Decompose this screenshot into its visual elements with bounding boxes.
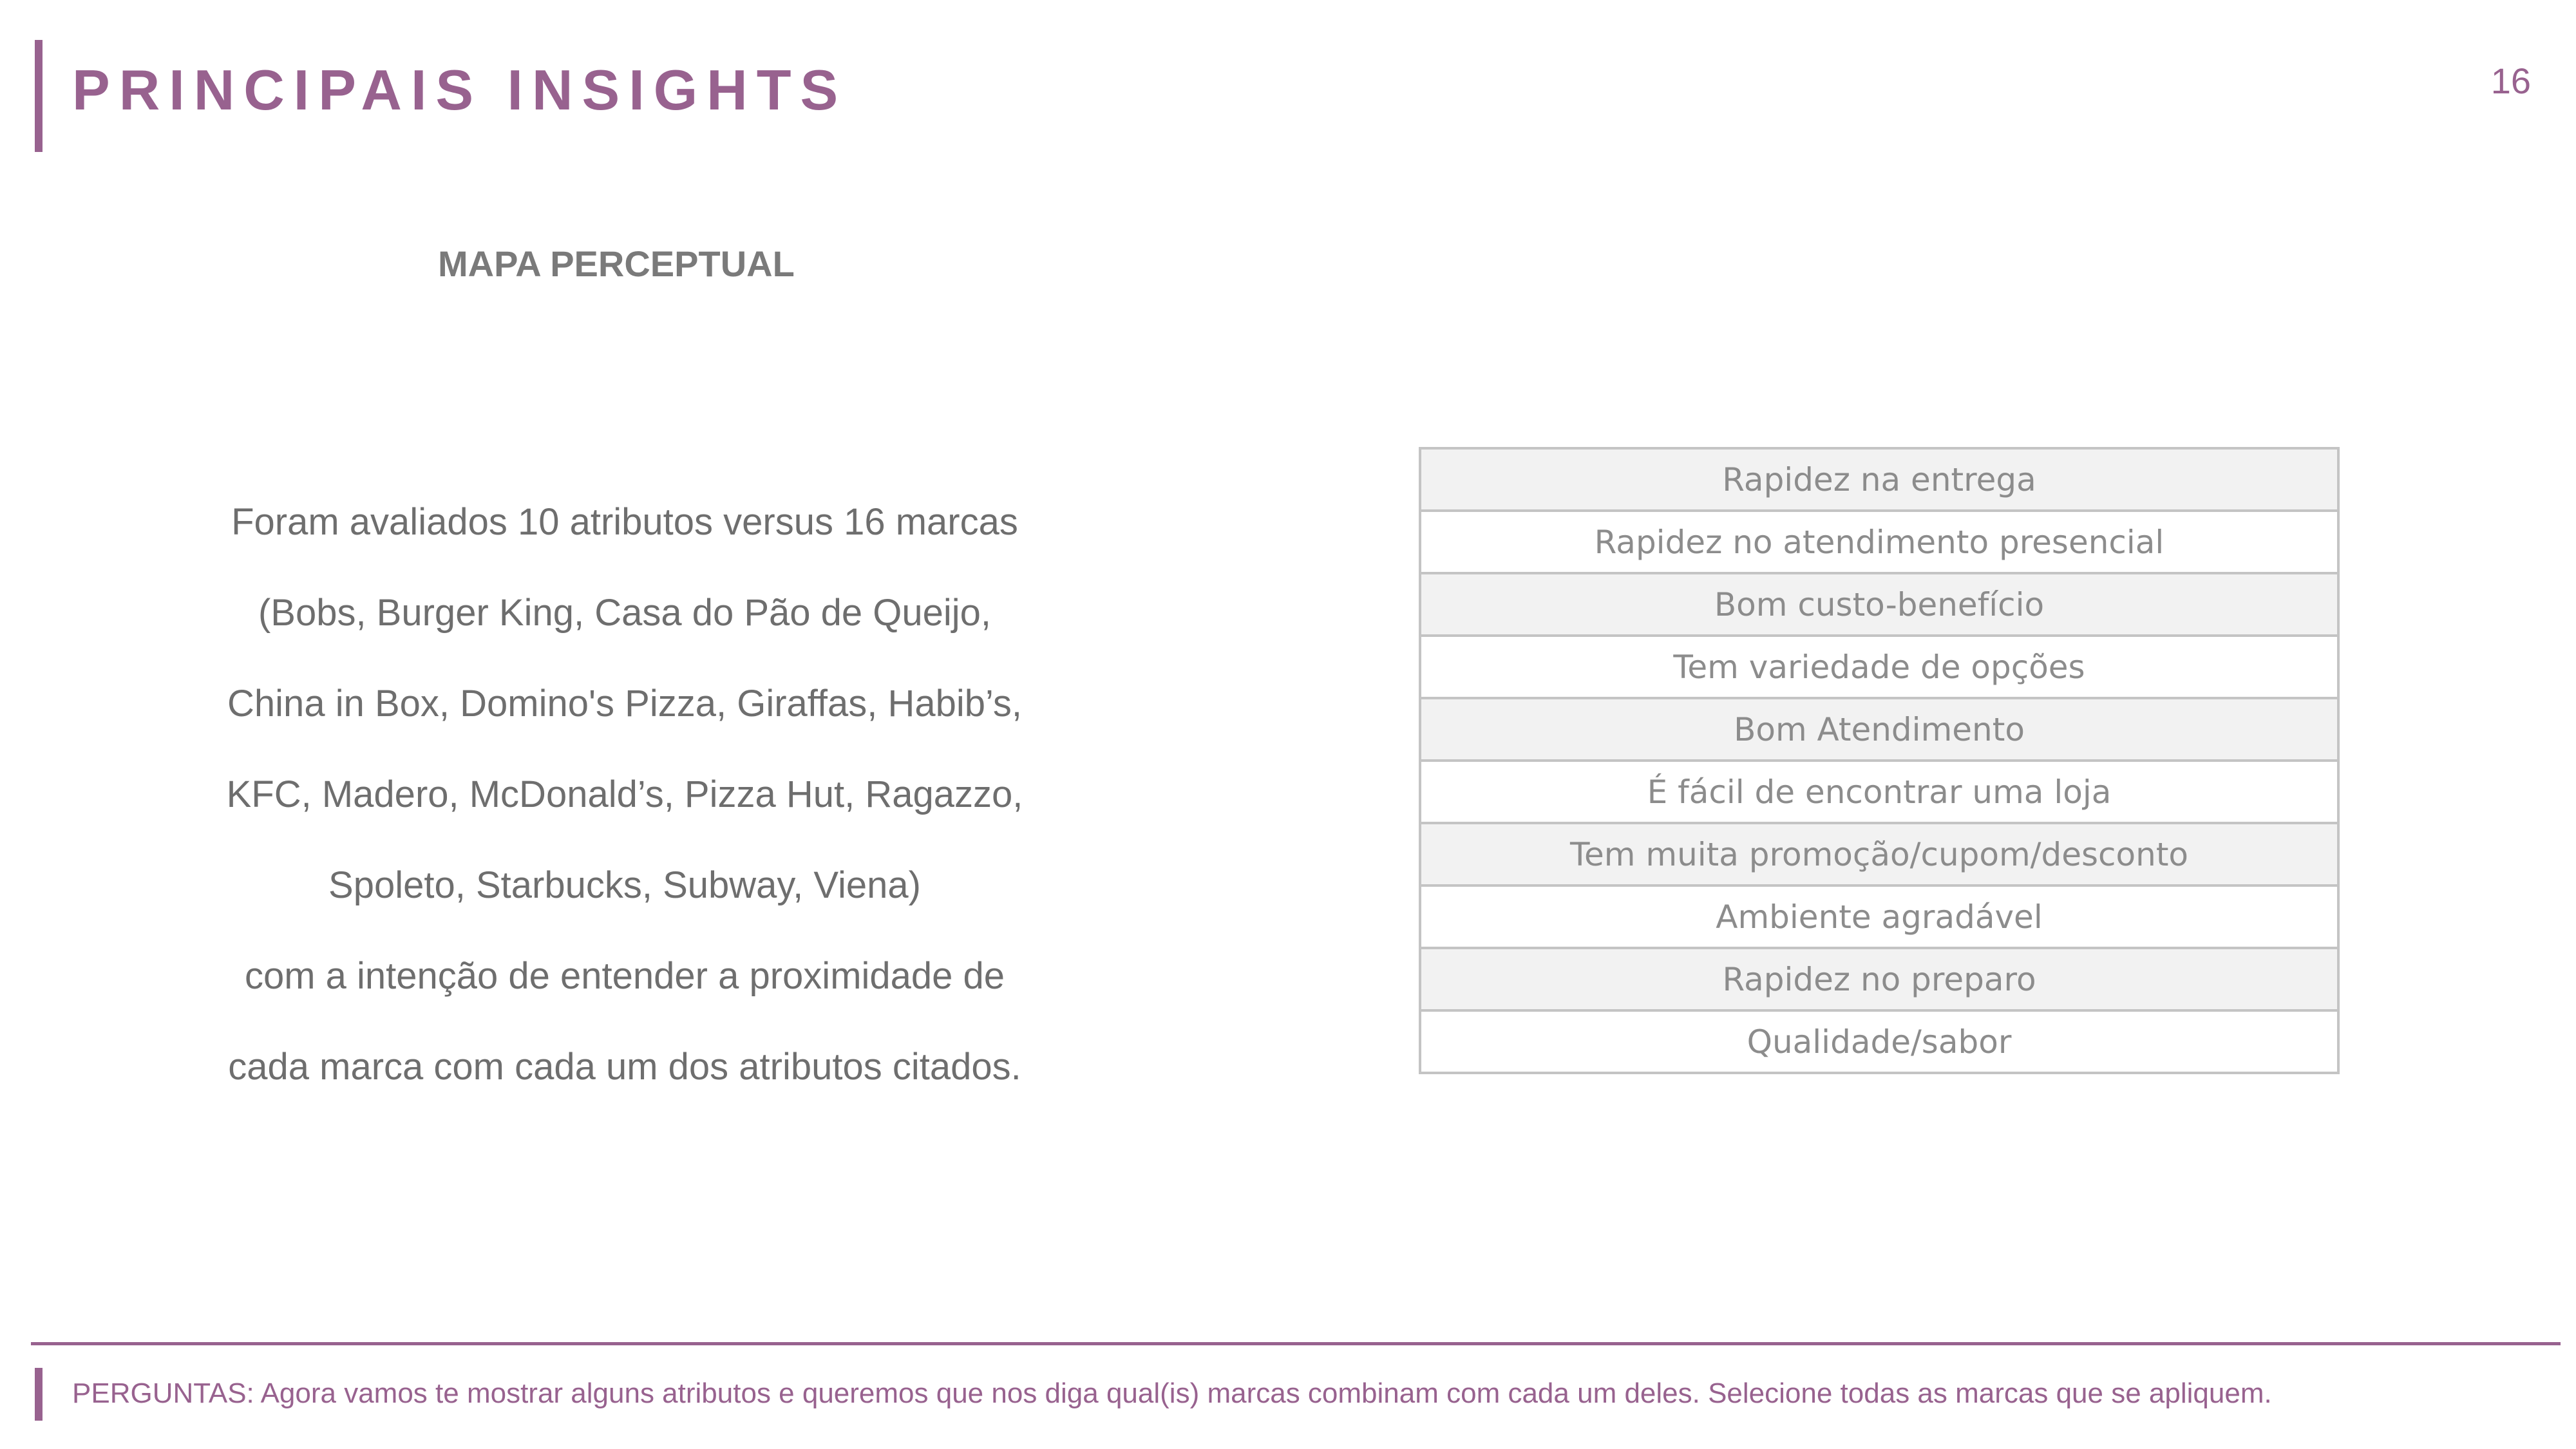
description-line: (Bobs, Burger King, Casa do Pão de Queijo, [258, 592, 992, 634]
table-row [1420, 636, 2338, 698]
title-accent-bar [35, 40, 43, 152]
footer-accent-bar [35, 1368, 43, 1421]
description-text [167, 477, 1082, 1112]
table-row [1420, 1010, 2338, 1073]
table-row [1420, 886, 2338, 948]
attribute-cell: É fácil de encontrar uma loja [1420, 761, 2338, 823]
attribute-cell: Qualidade/sabor [1420, 1010, 2338, 1073]
attribute-cell: Bom custo-benefício [1420, 573, 2338, 636]
table-row [1420, 761, 2338, 823]
table-row [1420, 511, 2338, 573]
description-line: cada marca com cada um dos atributos citados. [228, 1046, 1021, 1088]
section-subtitle: MAPA PERCEPTUAL [438, 243, 795, 284]
attribute-cell: Rapidez no preparo [1420, 948, 2338, 1010]
attribute-cell: Tem muita promoção/cupom/desconto [1420, 823, 2338, 886]
description-line: China in Box, Domino's Pizza, Giraffas, Habib’s, [227, 683, 1022, 724]
attribute-cell: Rapidez na entrega [1420, 448, 2338, 511]
description-line: com a intenção de entender a proximidade de [244, 955, 1005, 997]
footer-questions-note: PERGUNTAS: Agora vamos te mostrar alguns atributos e queremos que nos diga qual(is) marcas combinam com cada um deles. Selecione todas as marcas que se apliquem. [72, 1378, 2272, 1409]
description-line: Spoleto, Starbucks, Subway, Viena) [328, 864, 921, 906]
attribute-cell: Ambiente agradável [1420, 886, 2338, 948]
table-row [1420, 948, 2338, 1010]
table-row [1420, 448, 2338, 511]
footer-divider [31, 1342, 2561, 1345]
description-line: KFC, Madero, McDonald’s, Pizza Hut, Ragazzo, [226, 773, 1023, 815]
page-title: PRINCIPAIS INSIGHTS [72, 58, 848, 122]
table-row [1420, 573, 2338, 636]
table-row [1420, 823, 2338, 886]
attribute-cell: Bom Atendimento [1420, 698, 2338, 761]
attributes-table [1419, 447, 2340, 1074]
attribute-cell: Rapidez no atendimento presencial [1420, 511, 2338, 573]
table-row [1420, 698, 2338, 761]
attribute-cell: Tem variedade de opções [1420, 636, 2338, 698]
page-number: 16 [2490, 61, 2531, 101]
description-line: Foram avaliados 10 atributos versus 16 marcas [231, 501, 1018, 543]
